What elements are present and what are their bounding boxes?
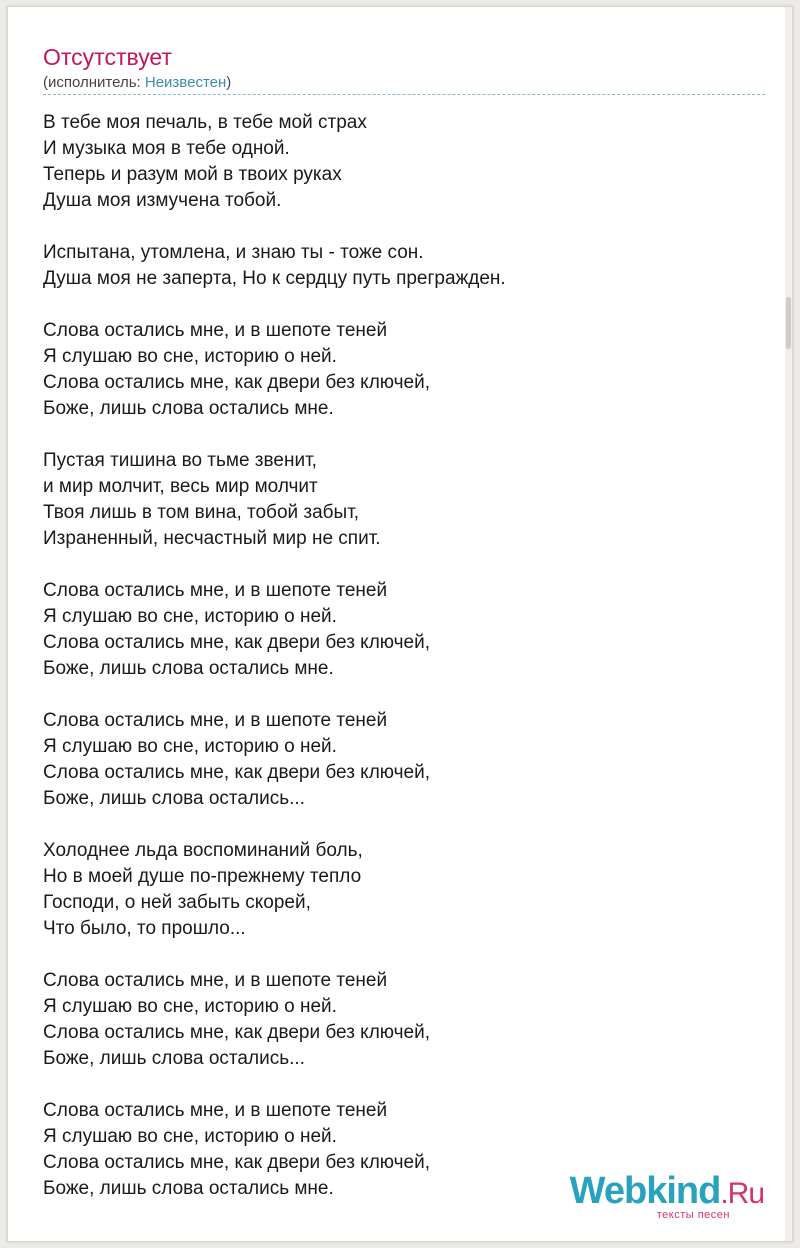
lyric-line: Слова остались мне, как двери без ключей, <box>43 1152 430 1173</box>
lyric-line: Боже, лишь слова остались... <box>43 788 305 809</box>
lyric-line: Я слушаю во сне, историю о ней. <box>43 996 337 1017</box>
stanza <box>43 240 765 292</box>
lyric-line: Пустая тишина во тьме звенит, <box>43 450 317 471</box>
artist-link[interactable]: Неизвестен <box>144 74 227 91</box>
lyric-line: Израненный, несчастный мир не спит. <box>43 528 381 549</box>
lyric-line: Слова остались мне, как двери без ключей, <box>43 762 430 783</box>
lyric-line: Слова остались мне, и в шепоте теней <box>43 970 388 991</box>
song-title: Отсутствует <box>43 44 172 70</box>
artist-prefix: (исполнитель: <box>43 74 145 91</box>
stanza <box>43 318 765 422</box>
lyric-line: Слова остались мне, и в шепоте теней <box>43 580 388 601</box>
logo-tagline: тексты песен <box>656 1209 730 1221</box>
lyric-line: Господи, о ней забыть скорей, <box>43 892 311 913</box>
lyrics-card <box>7 6 793 1242</box>
stanza <box>43 578 765 682</box>
artist-line <box>43 74 765 95</box>
lyric-line: Слова остались мне, и в шепоте теней <box>43 1100 388 1121</box>
stanza <box>43 448 765 552</box>
lyric-line: Боже, лишь слова остались мне. <box>43 398 334 419</box>
stanza <box>43 968 765 1072</box>
lyric-line: и мир молчит, весь мир молчит <box>43 476 318 497</box>
lyric-line: Слова остались мне, и в шепоте теней <box>43 710 388 731</box>
lyric-line: Слова остались мне, как двери без ключей, <box>43 372 430 393</box>
lyric-line: И музыка моя в тебе одной. <box>43 138 290 159</box>
lyric-line: Но в моей душе по-прежнему тепло <box>43 866 362 887</box>
lyric-line: Я слушаю во сне, историю о ней. <box>43 346 337 367</box>
lyric-line: Холоднее льда воспоминаний боль, <box>43 840 363 861</box>
stanza <box>43 708 765 812</box>
lyric-line: Слова остались мне, и в шепоте теней <box>43 320 388 341</box>
scrollbar-track[interactable] <box>785 7 792 1241</box>
lyric-line: Боже, лишь слова остались мне. <box>43 1178 334 1199</box>
lyric-line: Слова остались мне, как двери без ключей, <box>43 1022 430 1043</box>
stanza <box>43 110 765 214</box>
lyric-line: В тебе моя печаль, в тебе мой страх <box>43 112 367 133</box>
logo-wordmark <box>570 1172 764 1213</box>
lyric-line: Твоя лишь в том вина, тобой забыт, <box>43 502 360 523</box>
lyric-line: Слова остались мне, как двери без ключей, <box>43 632 430 653</box>
site-logo[interactable] <box>570 1172 764 1221</box>
lyric-line: Теперь и разум мой в твоих руках <box>43 164 342 185</box>
lyric-line: Я слушаю во сне, историю о ней. <box>43 1126 337 1147</box>
lyric-line: Боже, лишь слова остались мне. <box>43 658 334 679</box>
lyrics-body <box>43 110 765 1228</box>
stanza <box>43 838 765 942</box>
scrollbar-thumb[interactable] <box>786 297 791 349</box>
lyric-line: Я слушаю во сне, историю о ней. <box>43 606 337 627</box>
lyric-line: Душа моя измучена тобой. <box>43 190 282 211</box>
lyric-line: Испытана, утомлена, и знаю ты - тоже сон. <box>43 242 424 263</box>
logo-main-text: Webkind <box>569 1170 721 1212</box>
lyric-line: Душа моя не заперта, Но к сердцу путь прегражден. <box>43 268 506 289</box>
lyric-line: Боже, лишь слова остались... <box>43 1048 305 1069</box>
song-header <box>43 43 765 95</box>
lyric-line: Я слушаю во сне, историю о ней. <box>43 736 337 757</box>
lyric-line: Что было, то прошло... <box>43 918 246 939</box>
artist-suffix: ) <box>226 74 232 91</box>
logo-tld: .Ru <box>720 1177 764 1210</box>
